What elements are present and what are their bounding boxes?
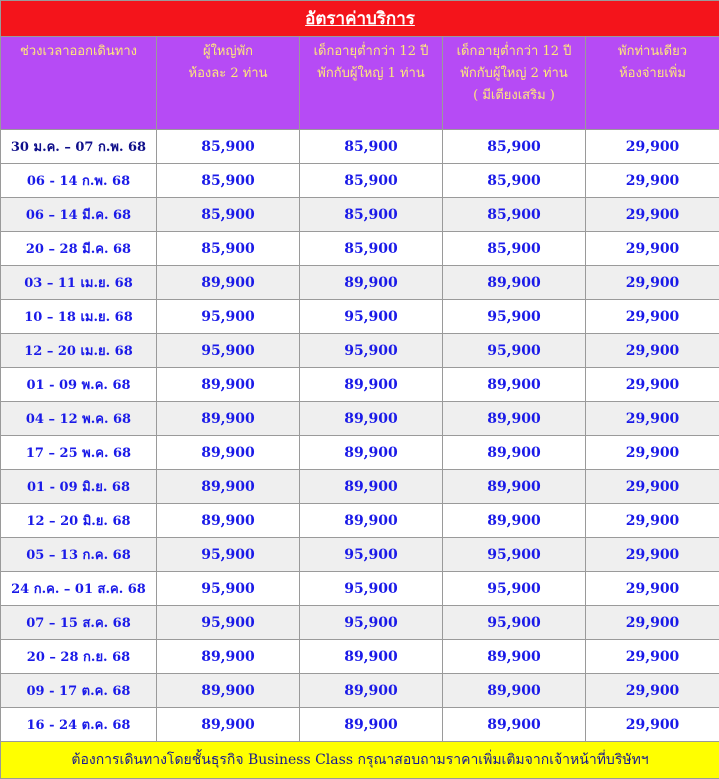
child-two-adults-price-cell: 95,900 [443,572,586,606]
child-one-adult-price-cell: 85,900 [300,198,443,232]
adult-price-cell: 89,900 [157,402,300,436]
adult-price-cell: 95,900 [157,334,300,368]
child-one-adult-price-cell: 95,900 [300,538,443,572]
departure-date-cell: 20 – 28 มี.ค. 68 [1,232,157,266]
adult-price-cell: 85,900 [157,198,300,232]
adult-price-cell: 95,900 [157,606,300,640]
header-line: เด็กอายุต่ำกว่า 12 ปี [300,41,442,63]
header-line: พักกับผู้ใหญ่ 2 ท่าน [443,63,585,85]
departure-date-cell: 05 – 13 ก.ค. 68 [1,538,157,572]
adult-price-cell: 85,900 [157,232,300,266]
child-one-adult-price-cell: 95,900 [300,334,443,368]
departure-date-cell: 17 – 25 พ.ค. 68 [1,436,157,470]
price-rows [1,130,719,742]
single-supplement-cell: 29,900 [586,640,719,674]
header-child-with-one-adult [300,37,443,130]
adult-price-cell: 89,900 [157,640,300,674]
table-row [1,130,719,164]
departure-date-cell: 04 – 12 พ.ค. 68 [1,402,157,436]
child-two-adults-price-cell: 89,900 [443,674,586,708]
table-row [1,504,719,538]
departure-date-cell: 03 – 11 เม.ย. 68 [1,266,157,300]
child-one-adult-price-cell: 89,900 [300,436,443,470]
table-row [1,538,719,572]
single-supplement-cell: 29,900 [586,130,719,164]
child-one-adult-price-cell: 95,900 [300,572,443,606]
table-row [1,470,719,504]
child-one-adult-price-cell: 95,900 [300,300,443,334]
single-supplement-cell: 29,900 [586,402,719,436]
single-supplement-cell: 29,900 [586,572,719,606]
single-supplement-cell: 29,900 [586,674,719,708]
single-supplement-cell: 29,900 [586,606,719,640]
header-line: พักกับผู้ใหญ่ 1 ท่าน [300,63,442,85]
table-row [1,572,719,606]
single-supplement-cell: 29,900 [586,436,719,470]
departure-date-cell: 01 - 09 พ.ค. 68 [1,368,157,402]
departure-date-cell: 09 - 17 ต.ค. 68 [1,674,157,708]
header-departure-period [1,37,157,130]
single-supplement-cell: 29,900 [586,164,719,198]
child-two-adults-price-cell: 85,900 [443,198,586,232]
adult-price-cell: 95,900 [157,538,300,572]
single-supplement-cell: 29,900 [586,368,719,402]
child-two-adults-price-cell: 95,900 [443,538,586,572]
child-one-adult-price-cell: 89,900 [300,470,443,504]
child-two-adults-price-cell: 89,900 [443,708,586,742]
header-child-with-two-adults [443,37,586,130]
single-supplement-cell: 29,900 [586,334,719,368]
table-title: อัตราค่าบริการ [1,1,719,37]
child-two-adults-price-cell: 89,900 [443,470,586,504]
adult-price-cell: 85,900 [157,130,300,164]
table-row [1,266,719,300]
adult-price-cell: 89,900 [157,266,300,300]
header-line: ผู้ใหญ่พัก [157,41,299,63]
table-row [1,402,719,436]
child-one-adult-price-cell: 89,900 [300,368,443,402]
header-line: เด็กอายุต่ำกว่า 12 ปี [443,41,585,63]
header-line: ห้องละ 2 ท่าน [157,63,299,85]
table-row [1,674,719,708]
table-row [1,198,719,232]
child-one-adult-price-cell: 89,900 [300,402,443,436]
adult-price-cell: 89,900 [157,504,300,538]
single-supplement-cell: 29,900 [586,198,719,232]
header-single-supplement [586,37,719,130]
header-line: ห้องจ่ายเพิ่ม [586,63,719,85]
child-two-adults-price-cell: 89,900 [443,504,586,538]
adult-price-cell: 95,900 [157,300,300,334]
adult-price-cell: 89,900 [157,674,300,708]
departure-date-cell: 06 - 14 ก.พ. 68 [1,164,157,198]
child-one-adult-price-cell: 85,900 [300,130,443,164]
child-two-adults-price-cell: 95,900 [443,300,586,334]
adult-price-cell: 85,900 [157,164,300,198]
single-supplement-cell: 29,900 [586,708,719,742]
adult-price-cell: 89,900 [157,708,300,742]
departure-date-cell: 30 ม.ค. – 07 ก.พ. 68 [1,130,157,164]
business-class-note: ต้องการเดินทางโดยชั้นธุรกิจ Business Class กรุณาสอบถามราคาเพิ่มเติมจากเจ้าหน้าที่บริษัทฯ [1,742,719,779]
departure-date-cell: 07 – 15 ส.ค. 68 [1,606,157,640]
child-one-adult-price-cell: 89,900 [300,708,443,742]
child-one-adult-price-cell: 89,900 [300,640,443,674]
departure-date-cell: 10 – 18 เม.ย. 68 [1,300,157,334]
child-two-adults-price-cell: 95,900 [443,334,586,368]
child-two-adults-price-cell: 89,900 [443,266,586,300]
departure-date-cell: 24 ก.ค. – 01 ส.ค. 68 [1,572,157,606]
table-row [1,300,719,334]
header-line: ( มีเตียงเสริม ) [443,85,585,107]
table-row [1,436,719,470]
table-row [1,640,719,674]
child-two-adults-price-cell: 85,900 [443,164,586,198]
child-two-adults-price-cell: 89,900 [443,402,586,436]
child-one-adult-price-cell: 85,900 [300,232,443,266]
table-row [1,606,719,640]
adult-price-cell: 89,900 [157,368,300,402]
child-one-adult-price-cell: 95,900 [300,606,443,640]
adult-price-cell: 89,900 [157,470,300,504]
child-two-adults-price-cell: 85,900 [443,232,586,266]
child-two-adults-price-cell: 85,900 [443,130,586,164]
departure-date-cell: 12 – 20 เม.ย. 68 [1,334,157,368]
table-row [1,164,719,198]
title-row [1,1,719,37]
table-row [1,368,719,402]
adult-price-cell: 95,900 [157,572,300,606]
adult-price-cell: 89,900 [157,436,300,470]
departure-date-cell: 06 – 14 มี.ค. 68 [1,198,157,232]
child-one-adult-price-cell: 89,900 [300,504,443,538]
child-one-adult-price-cell: 85,900 [300,164,443,198]
child-one-adult-price-cell: 89,900 [300,674,443,708]
departure-date-cell: 16 - 24 ต.ค. 68 [1,708,157,742]
child-two-adults-price-cell: 89,900 [443,640,586,674]
departure-date-cell: 20 – 28 ก.ย. 68 [1,640,157,674]
child-two-adults-price-cell: 89,900 [443,368,586,402]
table-row [1,708,719,742]
departure-date-cell: 12 – 20 มิ.ย. 68 [1,504,157,538]
table-row [1,334,719,368]
single-supplement-cell: 29,900 [586,470,719,504]
single-supplement-cell: 29,900 [586,504,719,538]
header-adult-price [157,37,300,130]
table-row [1,232,719,266]
header-line: พักท่านเดียว [586,41,719,63]
single-supplement-cell: 29,900 [586,266,719,300]
child-two-adults-price-cell: 95,900 [443,606,586,640]
departure-date-cell: 01 - 09 มิ.ย. 68 [1,470,157,504]
single-supplement-cell: 29,900 [586,232,719,266]
header-row [1,37,719,130]
single-supplement-cell: 29,900 [586,538,719,572]
single-supplement-cell: 29,900 [586,300,719,334]
header-line: ช่วงเวลาออกเดินทาง [1,41,156,63]
child-two-adults-price-cell: 89,900 [443,436,586,470]
child-one-adult-price-cell: 89,900 [300,266,443,300]
